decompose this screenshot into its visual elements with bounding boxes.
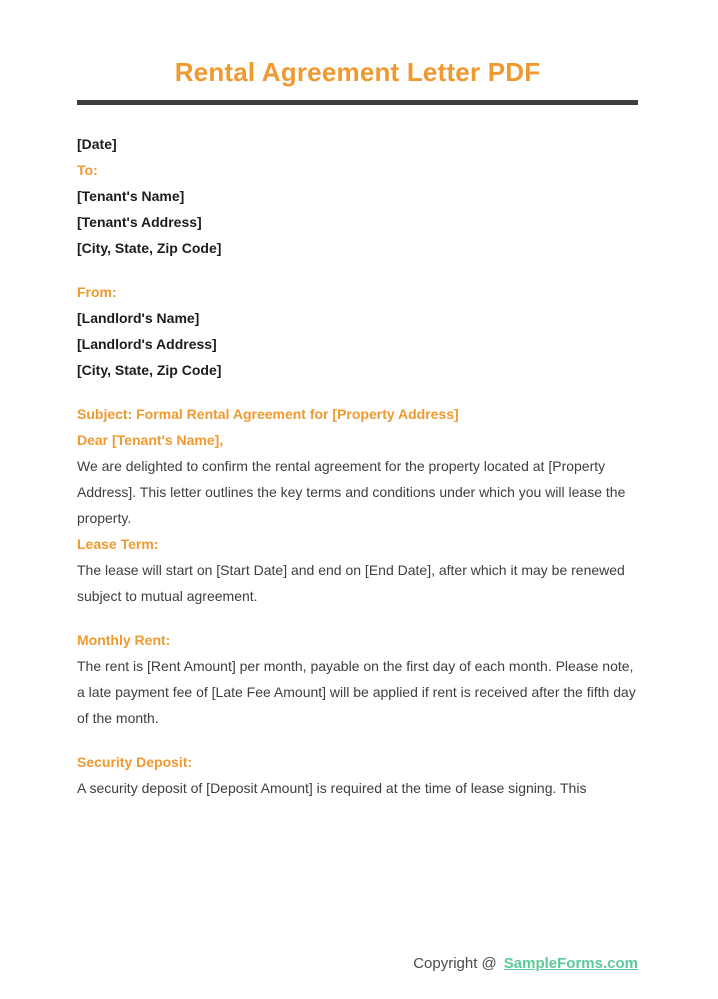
landlord-name-placeholder: [Landlord's Name] [77, 310, 200, 326]
tenant-address-placeholder: [Tenant's Address] [77, 214, 202, 230]
lease-term-paragraph: The lease will start on [Start Date] and end on [End Date], after which it may be renewed subject to mutual agreement. [77, 562, 625, 604]
section-lease-term [77, 531, 638, 609]
landlord-address-placeholder: [Landlord's Address] [77, 336, 217, 352]
subject-line: Subject: Formal Rental Agreement for [Property Address] [77, 406, 459, 422]
title-divider [77, 100, 638, 105]
tenant-name-placeholder: [Tenant's Name] [77, 188, 185, 204]
to-label: To: [77, 162, 98, 178]
letter-body [77, 131, 638, 801]
footer [413, 953, 638, 975]
greeting-line: Dear [Tenant's Name], [77, 432, 224, 448]
sender-block [77, 279, 638, 383]
section-security-deposit [77, 749, 638, 801]
page-title: Rental Agreement Letter PDF [174, 57, 541, 87]
from-label: From: [77, 284, 117, 300]
sampleforms-link[interactable]: SampleForms.com [503, 955, 638, 972]
security-deposit-paragraph: A security deposit of [Deposit Amount] is required at the time of lease signing. This [77, 780, 587, 796]
section-monthly-rent [77, 627, 638, 731]
rental-agreement-letter-page [0, 56, 718, 999]
landlord-city-state-zip-placeholder: [City, State, Zip Code] [77, 362, 222, 378]
document-content [0, 56, 718, 801]
recipient-block [77, 157, 638, 261]
security-deposit-heading: Security Deposit: [77, 754, 193, 770]
intro-paragraph: We are delighted to confirm the rental agreement for the property located at [Property Address]. This letter outlines the key terms and conditions under which you will lease the property. [77, 458, 626, 526]
monthly-rent-heading: Monthly Rent: [77, 632, 171, 648]
lease-term-heading: Lease Term: [77, 536, 159, 552]
document-header [77, 56, 638, 105]
copyright-text: Copyright @ [413, 955, 497, 972]
tenant-city-state-zip-placeholder: [City, State, Zip Code] [77, 240, 222, 256]
monthly-rent-paragraph: The rent is [Rent Amount] per month, payable on the first day of each month. Please note, a late payment fee of [Late Fee Amount] will be applied if rent is received after the fifth day of the month. [77, 658, 636, 726]
date-placeholder: [Date] [77, 136, 117, 152]
